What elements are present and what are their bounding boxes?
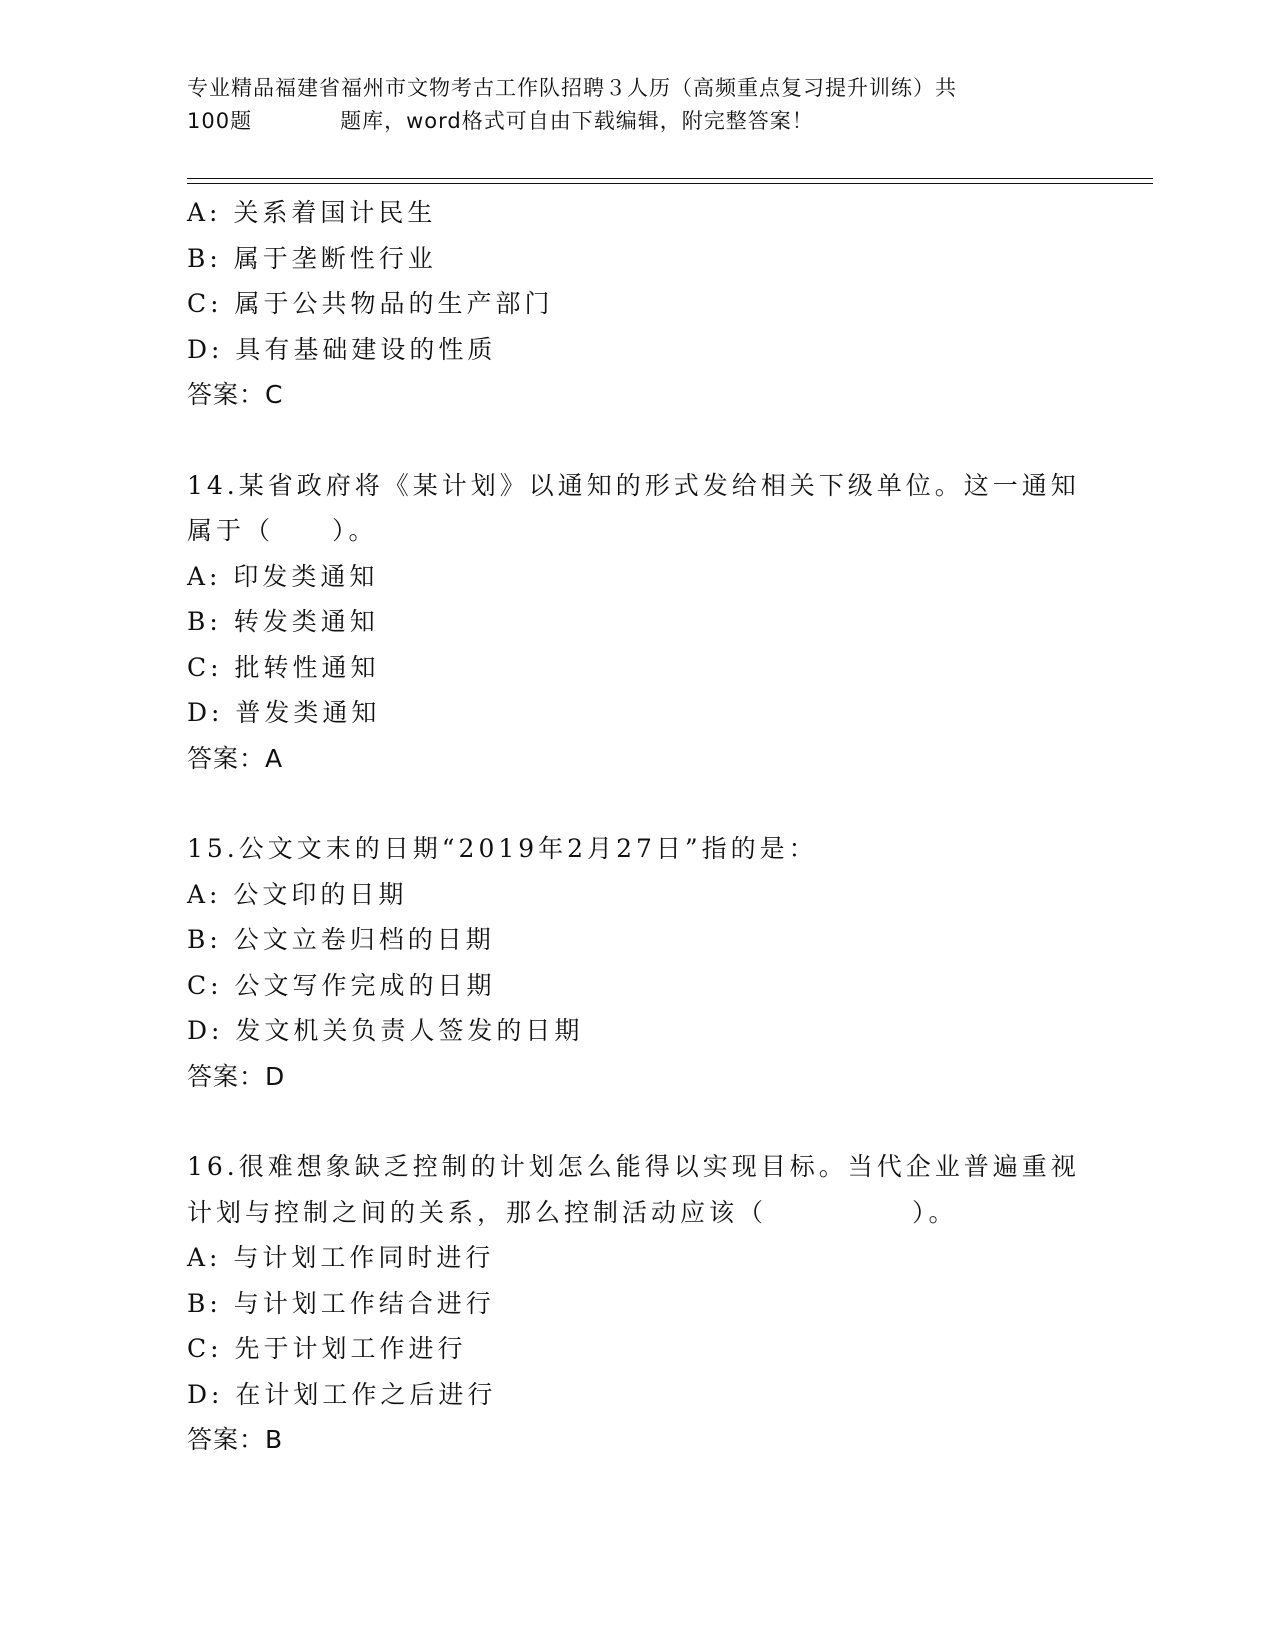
option-b: B: 公文立卷归档的日期 xyxy=(187,925,495,954)
answer: 答案：D xyxy=(187,1061,286,1091)
option-c: C: 批转性通知 xyxy=(187,652,380,682)
option-c: C: 先于计划工作进行 xyxy=(187,1334,467,1363)
header-line-1: 专业精品福建省福州市文物考古工作队招聘３人历（高频重点复习提升训练）共 xyxy=(187,76,957,100)
option-d: D: 普发类通知 xyxy=(187,698,381,727)
header-line-2 xyxy=(187,105,1087,138)
option-c: C: 属于公共物品的生产部门 xyxy=(187,289,554,318)
question-16 xyxy=(187,1144,1087,1463)
spacer xyxy=(187,418,1087,463)
spacer xyxy=(187,781,1087,826)
header-divider-top xyxy=(187,178,1153,179)
option-a: A: 印发类通知 xyxy=(187,561,379,591)
option-a: A: 与计划工作同时进行 xyxy=(187,1243,495,1272)
option-b: B: 与计划工作结合进行 xyxy=(187,1288,495,1318)
question-stem-line-1: 15.公文文末的日期“2019年2月27日”指的是： xyxy=(187,834,818,863)
answer: 答案：B xyxy=(187,1425,284,1454)
header-description: 题库，word格式可自由下载编辑，附完整答案！ xyxy=(340,109,814,133)
question-stem-line-1: 16.很难想象缺乏控制的计划怎么能得以实现目标。当代企业普遍重视 xyxy=(187,1152,1080,1181)
option-a: A: 公文印的日期 xyxy=(187,879,408,909)
answer: 答案：C xyxy=(187,380,284,409)
question-stem-line-1: 14.某省政府将《某计划》以通知的形式发给相关下级单位。这一通知 xyxy=(187,470,1080,500)
question-list xyxy=(187,190,1087,1463)
answer: 答案：A xyxy=(187,743,284,773)
option-c: C: 公文写作完成的日期 xyxy=(187,970,496,1000)
header-divider-bottom xyxy=(187,183,1153,184)
page-header xyxy=(187,72,1087,138)
question-stem-line-2: 计划与控制之间的关系，那么控制活动应该（ ）。 xyxy=(187,1197,958,1227)
option-d: D: 发文机关负责人签发的日期 xyxy=(187,1016,584,1045)
spacer xyxy=(187,1099,1087,1144)
option-a: A: 关系着国计民生 xyxy=(187,198,437,227)
option-d: D: 在计划工作之后进行 xyxy=(187,1379,497,1409)
question-14 xyxy=(187,463,1087,782)
question-stem-line-2: 属于（ ）。 xyxy=(187,516,378,545)
option-b: B: 属于垄断性行业 xyxy=(187,243,437,273)
option-b: B: 转发类通知 xyxy=(187,607,379,636)
option-d: D: 具有基础建设的性质 xyxy=(187,334,497,364)
question-15 xyxy=(187,826,1087,1099)
question-13 xyxy=(187,190,1087,418)
header-count: 100题 xyxy=(187,109,253,133)
